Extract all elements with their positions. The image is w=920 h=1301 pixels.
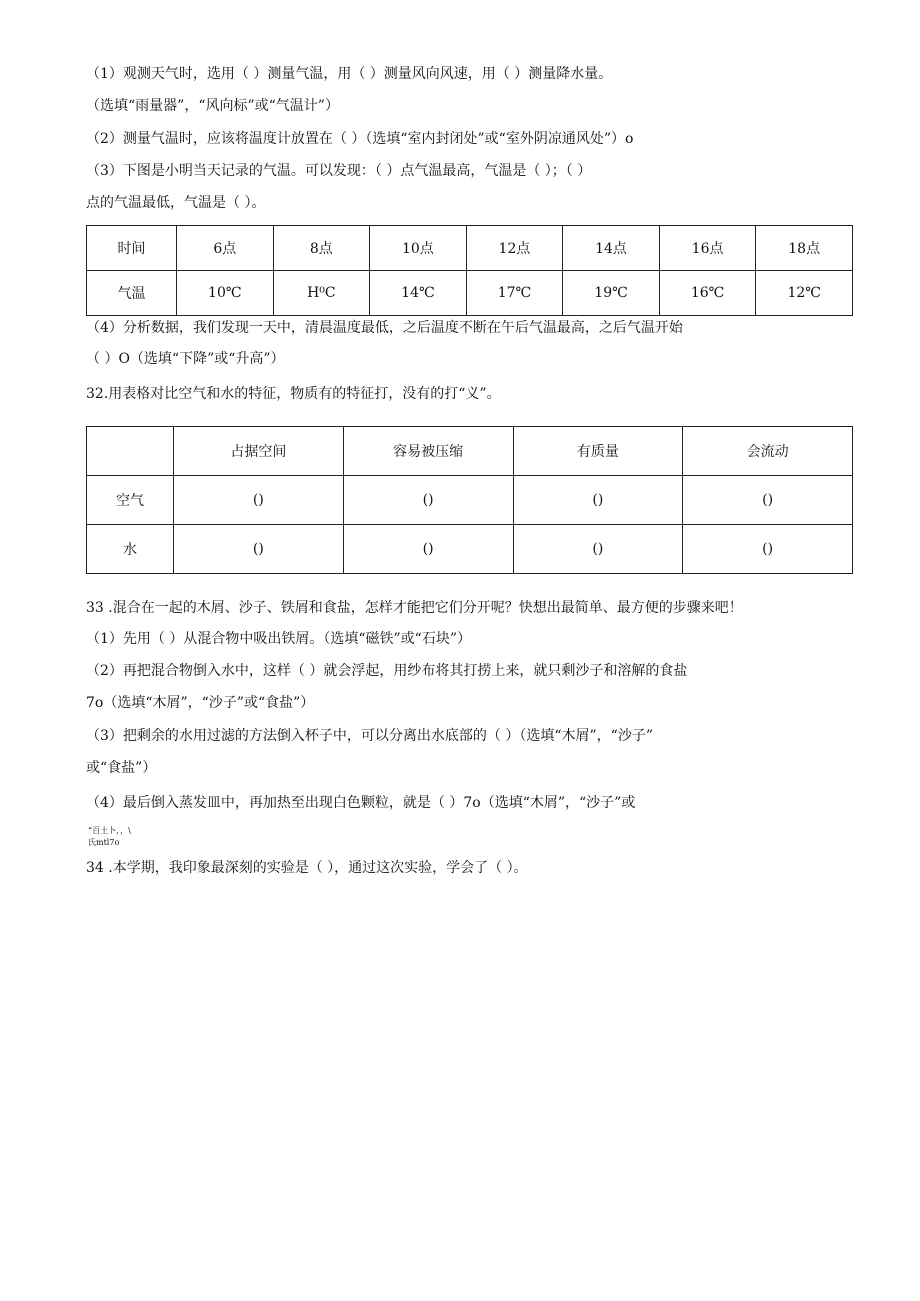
q33-prompt: 33 .混合在一起的木屑、沙子、铁屑和食盐，怎样才能把它们分开呢？快想出最简单、最方便的步骤来吧！	[86, 600, 743, 616]
q33-part4-text: （4）最后倒入蒸发皿中，再加热至出现白色颗粒，就是（ ）7o（选填“木屑”，“沙子”或	[86, 795, 636, 811]
table-cell: 水	[87, 525, 174, 574]
q33-part4-fragment-2: 氏mtl7o	[88, 838, 120, 847]
table-cell: 16℃	[659, 271, 756, 316]
table-cell: ()	[174, 525, 344, 574]
table-cell: ()	[343, 476, 513, 525]
table-cell: 10点	[370, 226, 467, 271]
table-cell: ()	[513, 525, 683, 574]
q33-part1-text: （1）先用（ ）从混合物中吸出铁屑。（选填“磁铁”或“石块”）	[86, 631, 471, 647]
table-header-cell: 容易被压缩	[343, 427, 513, 476]
table-row	[87, 427, 853, 476]
q33-part3-options: 或“食盐”）	[86, 760, 157, 776]
table-cell: ()	[343, 525, 513, 574]
table-cell: ()	[513, 476, 683, 525]
q31-part3-text: （3）下图是小明当天记录的气温。可以发现：（ ）点气温最高，气温是（ ）；（ ）	[86, 163, 592, 179]
table-cell: 12点	[466, 226, 563, 271]
table-cell: 19℃	[563, 271, 660, 316]
q31-part1-options: （选填“雨量器”，“风向标”或“气温计”）	[86, 98, 339, 114]
table-row	[87, 271, 853, 316]
table-row	[87, 226, 853, 271]
table-cell: 时间	[87, 226, 177, 271]
table-cell: 14℃	[370, 271, 467, 316]
table-row	[87, 476, 853, 525]
table-cell: 18点	[756, 226, 853, 271]
q32-prompt: 32.用表格对比空气和水的特征，物质有的特征打，没有的打“义”。	[86, 386, 501, 402]
table-cell: 17℃	[466, 271, 563, 316]
table-cell: ()	[174, 476, 344, 525]
table-cell: ()	[683, 525, 853, 574]
temperature-table	[86, 225, 853, 316]
table-header-cell	[87, 427, 174, 476]
table-header-cell: 有质量	[513, 427, 683, 476]
q31-part1-text: （1）观测天气时，选用（ ）测量气温，用（ ）测量风向风速，用（ ）测量降水量。	[86, 66, 613, 82]
q33-part4-fragment: “百土卜，，\	[88, 826, 131, 835]
table-header-cell: 会流动	[683, 427, 853, 476]
table-cell: 空气	[87, 476, 174, 525]
properties-table	[86, 426, 853, 574]
table-cell: ()	[683, 476, 853, 525]
q31-part4-options: （ ）O（选填“下降”或“升高”）	[86, 351, 285, 367]
q33-part2-text: （2）再把混合物倒入水中，这样（ ）就会浮起，用纱布将其打捞上来，就只剩沙子和溶解的食盐	[86, 663, 688, 679]
table-cell: 6点	[177, 226, 274, 271]
table-cell: 12℃	[756, 271, 853, 316]
table-cell: 气温	[87, 271, 177, 316]
table-row	[87, 525, 853, 574]
q31-part4-text: （4）分析数据，我们发现一天中，清晨温度最低，之后温度不断在午后气温最高，之后气温开始	[86, 320, 683, 336]
q33-part2-options: 7o（选填“木屑”，“沙子”或“食盐”）	[86, 695, 315, 711]
table-cell: H⁰C	[273, 271, 370, 316]
q31-part2-text: （2）测量气温时，应该将温度计放置在（ ）（选填“室内封闭处”或“室外阴凉通风处”）o	[86, 131, 634, 147]
table-cell: 10℃	[177, 271, 274, 316]
q33-part3-text: （3）把剩余的水用过滤的方法倒入杯子中，可以分离出水底部的（ ）（选填“木屑”，“沙子”	[86, 728, 653, 744]
table-cell: 8点	[273, 226, 370, 271]
table-header-cell: 占据空间	[174, 427, 344, 476]
q34-prompt: 34 .本学期，我印象最深刻的实验是（ ），通过这次实验，学会了（ ）。	[86, 860, 528, 876]
table-cell: 14点	[563, 226, 660, 271]
table-cell: 16点	[659, 226, 756, 271]
q31-part3-continued: 点的气温最低，气温是（ ）。	[86, 195, 266, 211]
